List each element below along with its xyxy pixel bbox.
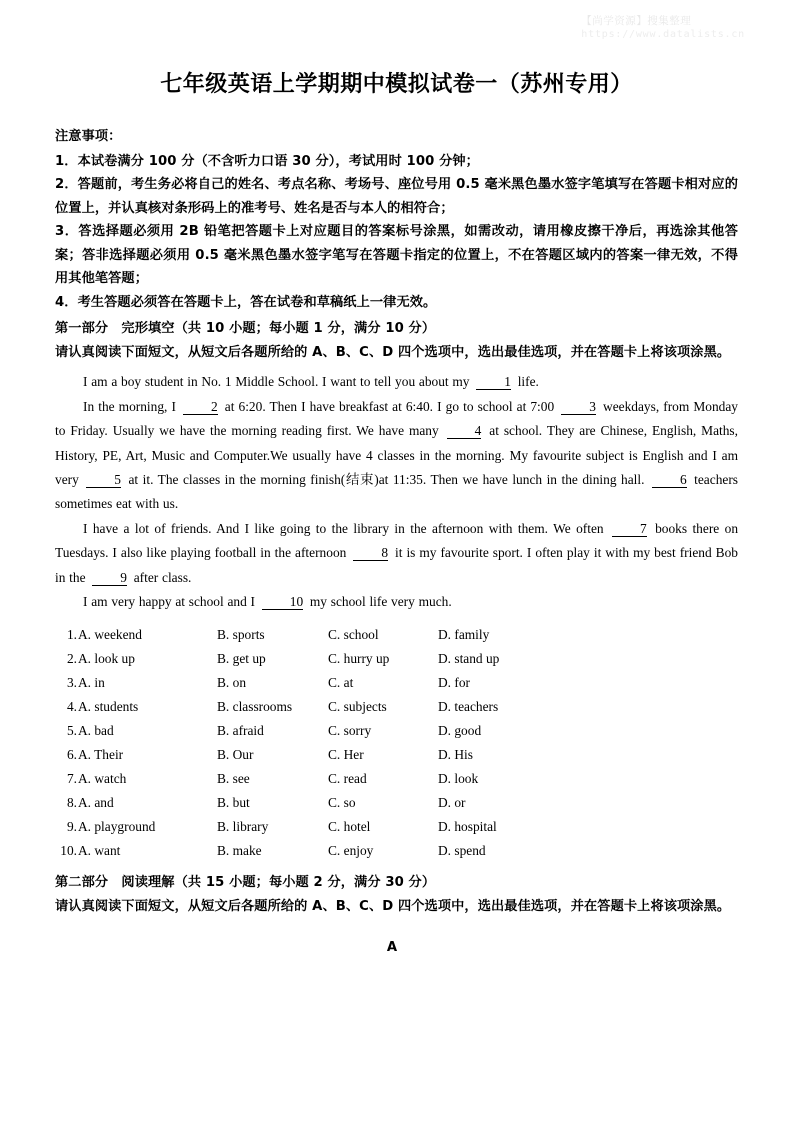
- option-row: [55, 791, 738, 815]
- passage-text: teachers sometimes eat with us.: [55, 471, 739, 512]
- passage-text: In the morning, I: [83, 398, 180, 414]
- option-choice-c[interactable]: C. enjoy: [328, 843, 374, 859]
- option-row: [55, 695, 738, 719]
- cloze-blank-8[interactable]: 8: [353, 546, 388, 561]
- option-choice-c[interactable]: C. subjects: [328, 699, 387, 715]
- option-row: [55, 839, 738, 863]
- option-choice-a[interactable]: A. Their: [78, 747, 124, 763]
- option-choice-d[interactable]: D. family: [438, 627, 490, 643]
- passage-text: at 6:20. Then I have breakfast at 6:40. I go to school at 7:00: [220, 398, 559, 414]
- option-choice-c[interactable]: C. sorry: [328, 723, 372, 739]
- passage-text: after class.: [129, 569, 192, 585]
- cloze-blank-1[interactable]: 1: [476, 375, 511, 390]
- part-one-heading: 第一部分 完形填空（共 10 小题；每小题 1 分，满分 10 分）: [55, 321, 436, 337]
- option-choice-d[interactable]: D. for: [438, 675, 470, 691]
- option-choice-d[interactable]: D. stand up: [438, 651, 500, 667]
- option-row: [55, 815, 738, 839]
- option-choice-b[interactable]: B. Our: [217, 747, 254, 763]
- cloze-blank-5[interactable]: 5: [86, 473, 121, 488]
- option-choice-b[interactable]: B. get up: [217, 651, 266, 667]
- passage-paragraph: [55, 370, 738, 394]
- option-choice-d[interactable]: D. teachers: [438, 699, 499, 715]
- option-question-number: 1.: [66, 627, 77, 643]
- option-question-number: 2.: [66, 651, 77, 667]
- reading-passage-label-a: A: [386, 940, 398, 956]
- option-row: [55, 719, 738, 743]
- part-two-block: [55, 871, 738, 955]
- passage-text: my school life very much.: [306, 593, 452, 609]
- option-choice-b[interactable]: B. make: [217, 843, 262, 859]
- passage-text: life.: [513, 374, 539, 390]
- passage-text: at school. They are Chinese, English, Maths, History, PE, Art, Music and Computer.We usually have 4 classes in the morning. My favourite subject is English and I am very: [55, 423, 738, 487]
- option-choice-b[interactable]: B. sports: [217, 627, 265, 643]
- option-choice-b[interactable]: B. see: [217, 771, 250, 787]
- option-question-number: 8.: [66, 795, 77, 811]
- passage-text: books there on Tuesdays. I also like playing football in the afternoon: [55, 520, 739, 561]
- page-title: 七年级英语上学期期中模拟试卷一（苏州专用）: [160, 72, 633, 97]
- option-choice-d[interactable]: D. hospital: [438, 819, 497, 835]
- notice-item-3: 3．答选择题必须用 2B 铅笔把答题卡上对应题目的答案标号涂黑，如需改动，请用橡皮擦干净后，再选涂其他答案；答非选择题必须用 0.5 毫米黑色墨水签字笔写在答题卡指定的位置上，不在答题区域内的答案一律无效，不得用其他笔答题；: [55, 224, 738, 287]
- cloze-options-list: [55, 623, 738, 863]
- cloze-blank-2[interactable]: 2: [183, 400, 218, 415]
- watermark-url: https://www.datalists.cn: [581, 29, 745, 41]
- notice-item-4: 4．考生答题必须答在答题卡上，答在试卷和草稿纸上一律无效。: [55, 294, 437, 310]
- part-two-heading: 第二部分 阅读理解（共 15 小题；每小题 2 分，满分 30 分）: [55, 875, 436, 891]
- passage-paragraph: [55, 517, 738, 590]
- option-choice-b[interactable]: B. on: [217, 675, 247, 691]
- option-choice-b[interactable]: B. afraid: [217, 723, 264, 739]
- option-row: [55, 743, 738, 767]
- option-question-number: 10.: [60, 843, 77, 859]
- option-choice-a[interactable]: A. students: [78, 699, 139, 715]
- option-choice-d[interactable]: D. His: [438, 747, 473, 763]
- option-row: [55, 647, 738, 671]
- option-choice-c[interactable]: C. school: [328, 627, 379, 643]
- cloze-blank-7[interactable]: 7: [612, 522, 647, 537]
- option-choice-c[interactable]: C. read: [328, 771, 367, 787]
- option-choice-a[interactable]: A. playground: [78, 819, 156, 835]
- passage-text: I am a boy student in No. 1 Middle School. I want to tell you about my: [83, 374, 474, 390]
- option-question-number: 6.: [66, 747, 77, 763]
- cloze-blank-6[interactable]: 6: [652, 473, 687, 488]
- option-choice-b[interactable]: B. library: [217, 819, 269, 835]
- option-choice-d[interactable]: D. or: [438, 795, 466, 811]
- option-choice-c[interactable]: C. hotel: [328, 819, 371, 835]
- cloze-blank-3[interactable]: 3: [561, 400, 596, 415]
- part-two-intro: 请认真阅读下面短文，从短文后各题所给的 A、B、C、D 四个选项中，选出最佳选项，并在答题卡上将该项涂黑。: [55, 898, 731, 914]
- option-choice-a[interactable]: A. in: [78, 675, 105, 691]
- passage-paragraph: [55, 590, 738, 614]
- option-choice-c[interactable]: C. at: [328, 675, 354, 691]
- cloze-blank-9[interactable]: 9: [92, 571, 127, 586]
- option-question-number: 9.: [66, 819, 77, 835]
- passage-paragraph: [55, 395, 738, 517]
- option-choice-d[interactable]: D. spend: [438, 843, 486, 859]
- passage-text: I have a lot of friends. And I like going to the library in the afternoon with them. We often: [83, 520, 609, 536]
- option-row: [55, 623, 738, 647]
- option-row: [55, 671, 738, 695]
- option-question-number: 7.: [66, 771, 77, 787]
- cloze-blank-10[interactable]: 10: [262, 595, 303, 610]
- notice-item-1: 1．本试卷满分 100 分（不含听力口语 30 分），考试用时 100 分钟；: [55, 153, 479, 169]
- option-row: [55, 767, 738, 791]
- watermark: [581, 14, 745, 42]
- notice-item-2: 2．答题前，考生务必将自己的姓名、考点名称、考场号、座位号用 0.5 毫米黑色墨水签字笔填写在答题卡相对应的位置上，并认真核对条形码上的准考号、姓名是否与本人的相符合；: [55, 177, 738, 216]
- option-choice-d[interactable]: D. look: [438, 771, 479, 787]
- watermark-source-label: 【尚学资源】搜集整理: [581, 15, 692, 27]
- option-question-number: 5.: [66, 723, 77, 739]
- option-choice-c[interactable]: C. Her: [328, 747, 364, 763]
- part-one-intro: 请认真阅读下面短文，从短文后各题所给的 A、B、C、D 四个选项中，选出最佳选项，并在答题卡上将该项涂黑。: [55, 344, 731, 360]
- cloze-passage: [55, 370, 738, 614]
- option-choice-b[interactable]: B. but: [217, 795, 250, 811]
- option-choice-c[interactable]: C. hurry up: [328, 651, 390, 667]
- cloze-blank-4[interactable]: 4: [447, 424, 482, 439]
- notice-heading: 注意事项：: [55, 129, 122, 145]
- passage-text: at it. The classes in the morning finish(结束)at 11:35. Then we have lunch in the dining hall.: [124, 471, 649, 487]
- option-choice-a[interactable]: A. weekend: [78, 627, 142, 643]
- option-choice-c[interactable]: C. so: [328, 795, 356, 811]
- option-choice-d[interactable]: D. good: [438, 723, 482, 739]
- option-choice-a[interactable]: A. bad: [78, 723, 114, 739]
- option-choice-a[interactable]: A. look up: [78, 651, 135, 667]
- passage-text: I am very happy at school and I: [83, 593, 259, 609]
- option-choice-b[interactable]: B. classrooms: [217, 699, 293, 715]
- option-question-number: 4.: [66, 699, 77, 715]
- passage-text: it is my favourite sport. I often play it with my best friend Bob in the: [55, 545, 739, 585]
- option-choice-a[interactable]: A. want: [78, 843, 121, 859]
- option-choice-a[interactable]: A. watch: [78, 771, 127, 787]
- passage-text: weekdays, from Monday to Friday. Usually we have the morning reading first. We have many: [55, 398, 738, 439]
- option-question-number: 3.: [66, 675, 77, 691]
- option-choice-a[interactable]: A. and: [78, 795, 114, 811]
- notice-block: [55, 125, 738, 314]
